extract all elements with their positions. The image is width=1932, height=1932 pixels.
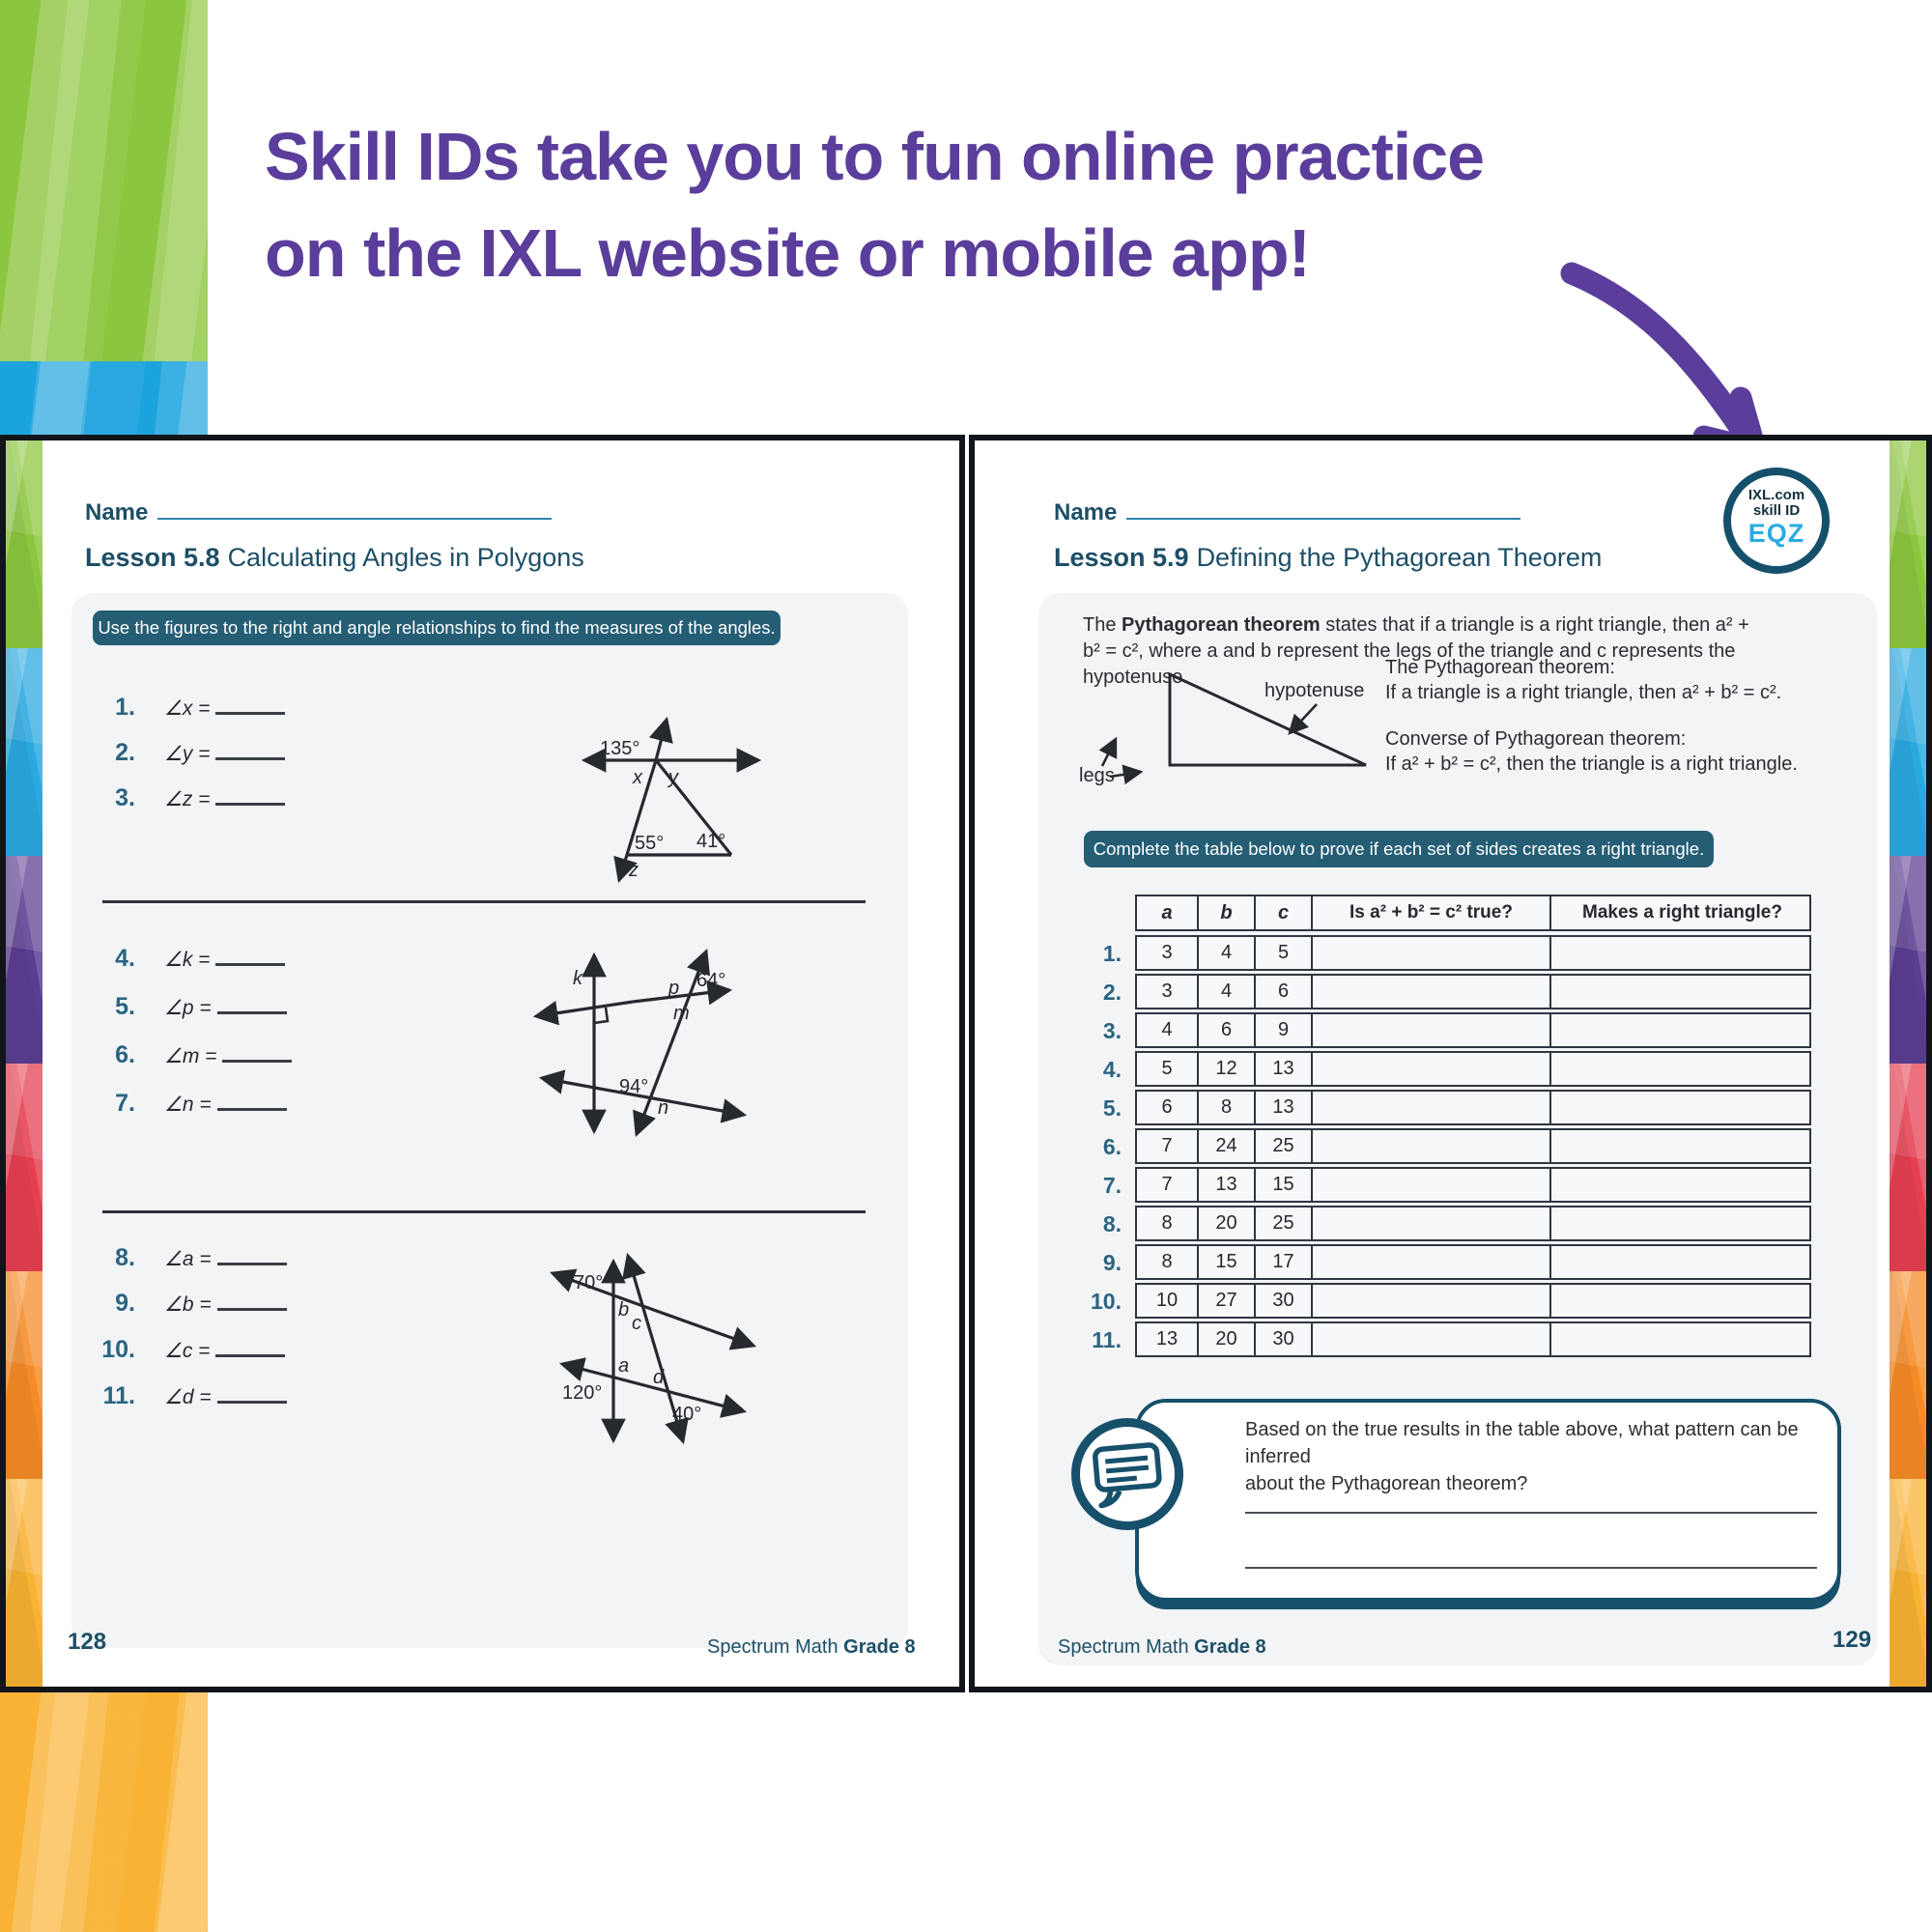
column-header: c [1254,896,1311,929]
cell-true-blank [1311,1092,1549,1123]
cell-right-triangle-blank [1549,1014,1813,1046]
column-header: b [1197,896,1254,929]
name-label: Name [1054,499,1118,526]
section-divider [102,1210,866,1213]
cell-true-blank [1311,1246,1549,1278]
cell-c: 6 [1254,976,1311,1008]
angles-figure-2 [526,942,758,1145]
legs-label: legs [1079,765,1115,786]
page-number: 129 [1833,1627,1872,1653]
cell-a: 7 [1161,1174,1173,1195]
problem-label: ∠b = [164,1293,212,1316]
figure-label: d [653,1367,665,1388]
problem-row [87,1333,285,1362]
figure-label: b [618,1299,630,1321]
table-row-number: 8. [1102,1211,1122,1236]
cell-true-blank [1311,976,1549,1008]
figure-label: 70° [574,1272,604,1293]
cell-true-blank [1311,1130,1549,1162]
cell-b: 20 [1197,1208,1254,1239]
cell-true-blank [1311,1014,1549,1046]
answer-line [1245,1512,1817,1514]
table-row [1135,935,1811,971]
table-row-number: 4. [1102,1057,1122,1082]
problem-label: ∠k = [164,949,211,971]
cell-right-triangle-blank [1549,1130,1813,1162]
rainbow-edge-strip [6,440,43,1687]
question-text: Based on the true results in the table above, what pattern can be inferred about the Pythagorean theorem? [1245,1419,1799,1494]
figure-label: 120° [562,1382,603,1404]
badge-label: skill ID [1752,502,1801,519]
problem-row [87,1287,287,1316]
problem-row [87,990,287,1019]
problem-label: ∠m = [164,1045,217,1067]
problem-row [87,1087,287,1116]
answer-blank [215,736,285,760]
lesson-heading [85,543,584,573]
figure-label: 55° [635,833,665,854]
cell-a: 3 [1161,942,1173,963]
cell-true-blank [1311,937,1549,969]
problem-label: ∠x = [164,697,211,720]
lesson-heading [1054,543,1602,573]
converse-title: Converse of Pythagorean theorem: [1385,728,1687,750]
background-strip-yellow [0,1692,208,1932]
badge-site: IXL.com [1747,487,1805,503]
figure-label: n [658,1097,669,1119]
cell-b: 27 [1197,1285,1254,1317]
table-header-row [1135,895,1811,931]
name-row [1054,497,1520,526]
table-row [1135,1012,1811,1048]
cell-c: 25 [1254,1130,1311,1162]
answer-blank [217,990,287,1014]
table-row-number: 10. [1091,1289,1122,1314]
cell-right-triangle-blank [1549,1323,1813,1355]
converse-body: If a² + b² = c², then the triangle is a right triangle. [1385,753,1798,775]
theorem-title: The Pythagorean theorem: [1385,657,1615,678]
table-row [1135,974,1811,1009]
cell-right-triangle-blank [1549,1246,1813,1278]
cell-c: 25 [1254,1208,1311,1239]
problem-label: ∠d = [164,1386,212,1408]
cell-a: 3 [1161,980,1173,1002]
table-row-number: 6. [1102,1134,1122,1159]
cell-c: 30 [1254,1323,1311,1355]
cell-b: 20 [1197,1323,1254,1355]
headline [265,108,1484,301]
column-header: Is a² + b² = c² true? [1311,896,1549,929]
problem-row [87,781,285,810]
name-blank-line [157,497,552,520]
table-row-number: 1. [1102,941,1122,966]
problem-row [87,942,285,971]
headline-line1: Skill IDs take you to fun online practice [265,119,1485,194]
figure-label: c [632,1313,641,1334]
cell-true-blank [1311,1053,1549,1085]
problem-row [87,691,285,720]
badge-skill-code: EQZ [1747,519,1805,548]
figure-label: k [573,968,582,989]
figure-label: 40° [672,1404,702,1425]
answer-blank [215,781,285,806]
table-row [1135,1051,1811,1087]
column-header: a [1161,901,1173,923]
table-row [1135,1167,1811,1203]
column-header: Makes a right triangle? [1549,896,1813,929]
problem-number: 11. [102,1382,135,1409]
instruction-banner: Complete the table below to prove if each set of sides creates a right triangle. [1084,831,1714,867]
page-number: 128 [68,1629,107,1655]
problem-number: 5. [115,993,135,1020]
table-row [1135,1283,1811,1319]
answer-blank [217,1379,287,1404]
table-row [1135,1090,1811,1125]
problem-label: ∠c = [164,1340,211,1362]
cell-a: 7 [1161,1135,1173,1156]
section-divider [102,900,866,903]
right-triangle-diagram [1073,662,1392,797]
cell-b: 4 [1197,976,1254,1008]
cell-right-triangle-blank [1549,937,1813,969]
table-row [1135,1128,1811,1164]
cell-b: 8 [1197,1092,1254,1123]
problem-number: 10. [101,1336,135,1363]
cell-c: 13 [1254,1092,1311,1123]
cell-true-blank [1311,1169,1549,1201]
cell-a: 5 [1161,1058,1173,1079]
problem-label: ∠n = [164,1094,212,1116]
instruction-banner: Use the figures to the right and angle relationships to find the measures of the angles. [93,611,781,645]
lesson-title: Calculating Angles in Polygons [227,543,584,572]
ixl-skill-id-badge [1723,468,1830,574]
answer-line [1245,1567,1817,1569]
problem-row [87,1038,292,1067]
problem-number: 6. [115,1041,135,1068]
cell-a: 4 [1161,1019,1173,1040]
cell-c: 15 [1254,1169,1311,1201]
answer-blank [215,1333,285,1357]
cell-c: 17 [1254,1246,1311,1278]
background-strip-blue [0,361,208,437]
answer-blank [215,942,285,966]
problem-number: 4. [115,945,135,972]
theorem-intro: The Pythagorean theorem states that if a triangle is a right triangle, then a² + b² = c², where a and b represent the legs of the triangle and c represents the hypotenuse. [1083,614,1749,688]
problem-number: 2. [115,739,135,766]
angles-figure-3 [541,1246,768,1454]
table-row-number: 3. [1102,1018,1122,1043]
headline-line2: on the IXL website or mobile app! [265,215,1310,291]
cell-right-triangle-blank [1549,1285,1813,1317]
table-row [1135,1321,1811,1357]
problem-label: ∠z = [164,788,211,810]
cell-c: 5 [1254,937,1311,969]
cell-a: 8 [1161,1212,1173,1234]
background-strip-green [0,0,208,361]
workbook-page-left [0,435,965,1692]
figure-label: z [629,860,639,881]
table-row [1135,1206,1811,1241]
cell-a: 6 [1161,1096,1173,1118]
angles-figure-1 [575,710,768,889]
cell-b: 24 [1197,1130,1254,1162]
name-label: Name [85,499,149,526]
table-row-number: 2. [1102,980,1122,1005]
figure-label: 94° [619,1076,649,1097]
figure-label: m [673,1003,690,1024]
cell-a: 13 [1155,1328,1179,1350]
lesson-title: Defining the Pythagorean Theorem [1196,543,1603,572]
cell-c: 30 [1254,1285,1311,1317]
cell-a: 10 [1155,1290,1179,1311]
name-row [85,497,552,526]
cell-b: 6 [1197,1014,1254,1046]
answer-blank [217,1287,287,1311]
cell-c: 13 [1254,1053,1311,1085]
name-blank-line [1126,497,1520,520]
cell-right-triangle-blank [1549,1208,1813,1239]
table-row-number: 11. [1092,1327,1122,1352]
cell-b: 13 [1197,1169,1254,1201]
cell-a: 8 [1161,1251,1173,1272]
figure-label: p [668,978,680,999]
problem-row [87,736,285,765]
figure-label: 64° [696,970,726,991]
problem-row [87,1379,287,1408]
problem-number: 1. [115,694,135,721]
problem-number: 7. [115,1090,135,1117]
problem-label: ∠p = [164,997,212,1019]
cell-right-triangle-blank [1549,1053,1813,1085]
figure-label: 41° [696,831,726,852]
problem-number: 9. [115,1290,135,1317]
answer-blank [215,691,285,715]
cell-b: 12 [1197,1053,1254,1085]
cell-true-blank [1311,1208,1549,1239]
footer-brand: Spectrum Math Grade 8 [1058,1636,1266,1658]
cell-right-triangle-blank [1549,1092,1813,1123]
cell-true-blank [1311,1285,1549,1317]
figure-label: 135° [600,738,640,759]
answer-blank [217,1241,287,1265]
problem-label: ∠y = [164,743,211,765]
problem-row [87,1241,287,1270]
speech-bubble-icon [1071,1418,1183,1530]
cell-right-triangle-blank [1549,1169,1813,1201]
cell-b: 15 [1197,1246,1254,1278]
theorem-body: If a triangle is a right triangle, then a² + b² = c². [1385,682,1782,703]
figure-label: a [618,1355,630,1377]
cell-right-triangle-blank [1549,976,1813,1008]
answer-blank [222,1038,292,1063]
footer-brand: Spectrum Math Grade 8 [707,1636,916,1658]
figure-label: x [633,767,642,788]
problem-number: 3. [115,784,135,811]
hypotenuse-label: hypotenuse [1264,680,1365,701]
figure-label: y [668,767,678,788]
table-row-number: 7. [1102,1173,1122,1198]
cell-c: 9 [1254,1014,1311,1046]
lesson-number: Lesson 5.9 [1054,543,1189,572]
table-row-number: 5. [1102,1095,1122,1121]
rainbow-edge-strip [1889,440,1926,1687]
cell-true-blank [1311,1323,1549,1355]
answer-blank [217,1087,287,1111]
cell-b: 4 [1197,937,1254,969]
problem-number: 8. [115,1244,135,1271]
table-row [1135,1244,1811,1280]
workbook-page-right [969,435,1932,1692]
table-row-number: 9. [1102,1250,1122,1275]
lesson-number: Lesson 5.8 [85,543,220,572]
problem-label: ∠a = [164,1248,212,1270]
